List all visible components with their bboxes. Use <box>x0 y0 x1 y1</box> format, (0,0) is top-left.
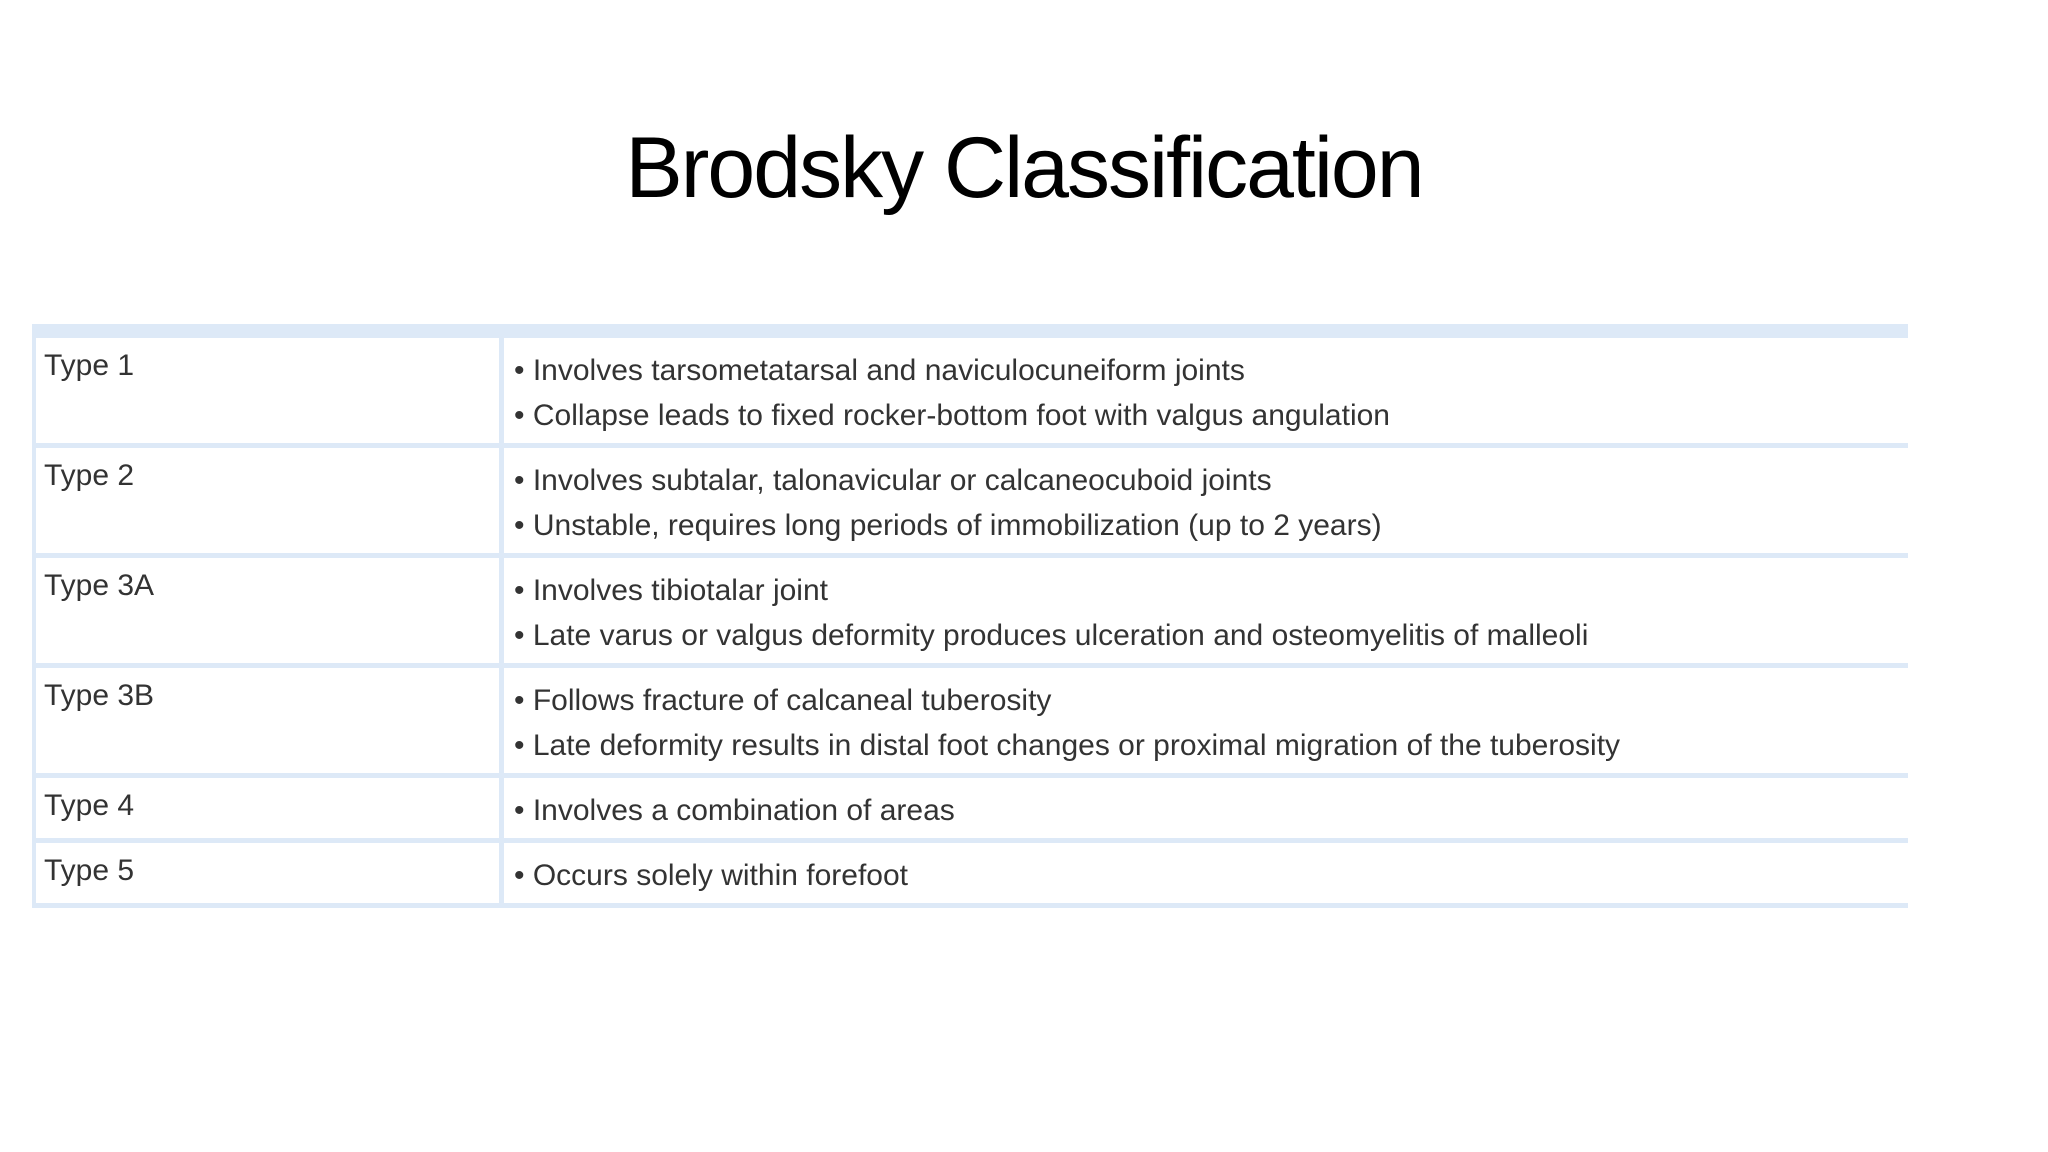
type-cell: Type 2 <box>36 448 504 553</box>
type-cell: Type 3B <box>36 668 504 773</box>
table-row <box>32 778 1908 843</box>
table-row <box>32 448 1908 558</box>
bullet-item: • Involves tarsometatarsal and naviculocuneiform joints <box>514 348 1908 393</box>
bullet-item: • Collapse leads to fixed rocker-bottom foot with valgus angulation <box>514 393 1908 438</box>
bullet-item: • Involves a combination of areas <box>514 788 1908 833</box>
bullet-item: • Late varus or valgus deformity produces ulceration and osteomyelitis of malleoli <box>514 613 1908 658</box>
type-cell: Type 3A <box>36 558 504 663</box>
description-cell <box>504 843 1908 903</box>
description-cell <box>504 448 1908 553</box>
bullet-item: • Unstable, requires long periods of immobilization (up to 2 years) <box>514 503 1908 548</box>
description-cell <box>504 338 1908 443</box>
table-row <box>32 843 1908 908</box>
slide-title: Brodsky Classification <box>625 120 1423 216</box>
bullet-item: • Follows fracture of calcaneal tuberosity <box>514 678 1908 723</box>
bullet-item: • Involves tibiotalar joint <box>514 568 1908 613</box>
type-cell: Type 4 <box>36 778 504 838</box>
description-cell <box>504 558 1908 663</box>
table-row <box>32 338 1908 448</box>
bullet-item: • Occurs solely within forefoot <box>514 853 1908 898</box>
bullet-item: • Involves subtalar, talonavicular or calcaneocuboid joints <box>514 458 1908 503</box>
classification-table <box>32 324 1908 908</box>
table-row <box>32 668 1908 778</box>
table-row <box>32 558 1908 668</box>
bullet-item: • Late deformity results in distal foot changes or proximal migration of the tuberosity <box>514 723 1908 768</box>
description-cell <box>504 668 1908 773</box>
type-cell: Type 1 <box>36 338 504 443</box>
description-cell <box>504 778 1908 838</box>
type-cell: Type 5 <box>36 843 504 903</box>
